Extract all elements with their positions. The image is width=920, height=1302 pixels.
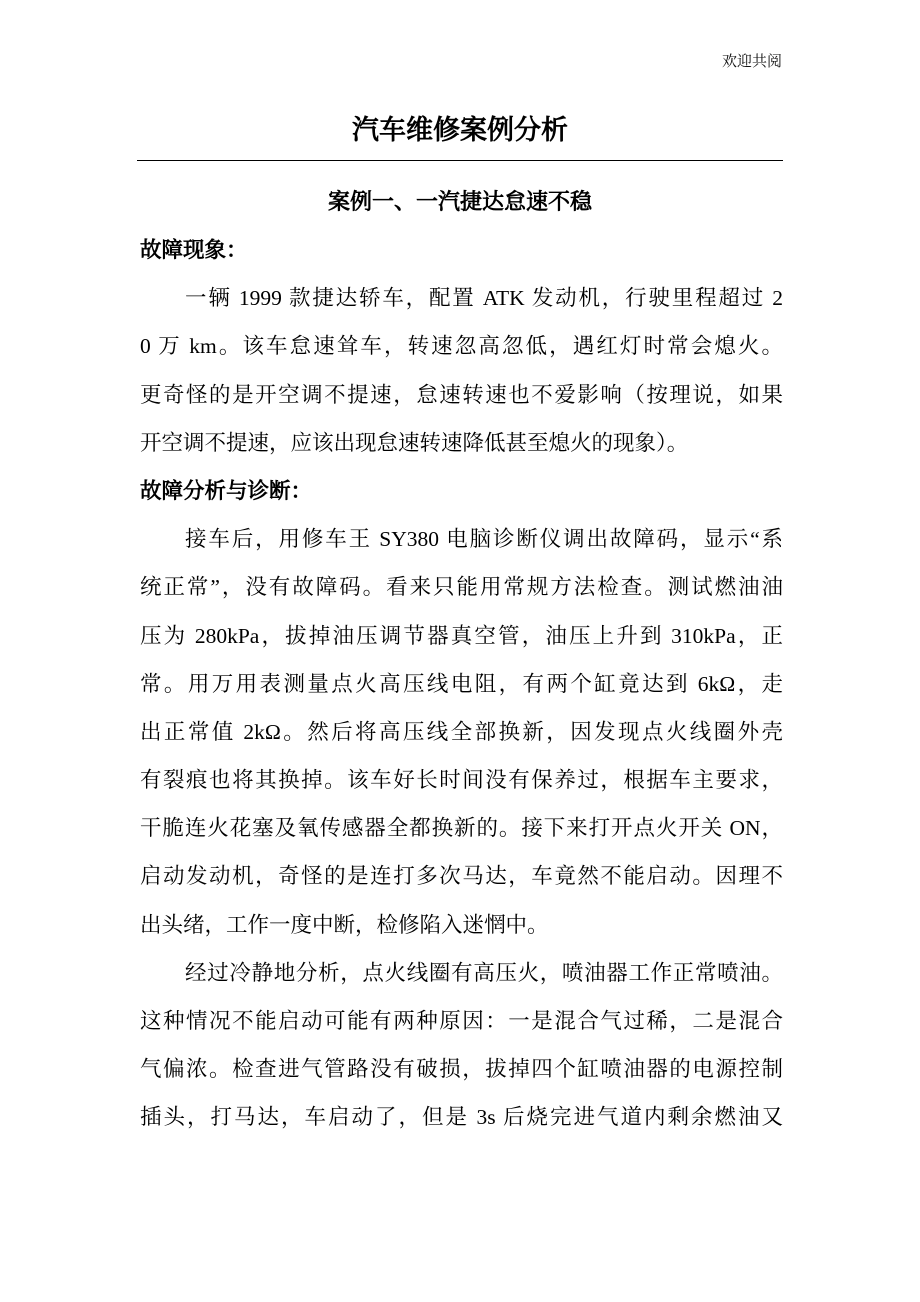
section-heading-symptoms: 故障现象： <box>140 238 248 262</box>
paragraph-line: 干脆连火花塞及氧传感器全都换新的。接下来打开点火开关 ON， <box>140 816 783 841</box>
paragraph-line: 0 万 km。该车怠速耸车，转速忽高忽低，遇红灯时常会熄火。 <box>140 334 783 359</box>
paragraph-line: 更奇怪的是开空调不提速，怠速转速也不爱影响（按理说，如果 <box>140 382 783 407</box>
paragraph-line: 启动发动机，奇怪的是连打多次马达，车竟然不能启动。因理不 <box>140 864 783 889</box>
paragraph-line: 气偏浓。检查进气管路没有破损，拔掉四个缸喷油器的电源控制 <box>140 1057 783 1082</box>
paragraph-line: 统正常”，没有故障码。看来只能用常规方法检查。测试燃油油 <box>140 575 783 600</box>
paragraph-line: 有裂痕也将其换掉。该车好长时间没有保养过，根据车主要求， <box>140 768 783 793</box>
paragraph-line: 出头绪，工作一度中断，检修陷入迷惘中。 <box>140 912 549 937</box>
section-heading-diagnosis: 故障分析与诊断： <box>140 478 313 503</box>
paragraph-line: 出正常值 2kΩ。然后将高压线全部换新，因发现点火线圈外壳 <box>140 719 783 744</box>
document-body <box>140 226 783 1142</box>
paragraph-line: 接车后，用修车王 SY380 电脑诊断仪调出故障码，显示“系 <box>185 527 783 552</box>
page-header-note: 欢迎共阅 <box>721 54 782 70</box>
title-divider <box>137 160 783 161</box>
paragraph-line: 插头，打马达，车启动了，但是 3s 后烧完进气道内剩余燃油又 <box>140 1105 783 1130</box>
paragraph-symptoms <box>140 274 783 467</box>
paragraph-line: 一辆 1999 款捷达轿车，配置 ATK 发动机，行驶里程超过 2 <box>185 286 783 311</box>
paragraph-diagnosis-2 <box>140 949 783 1142</box>
paragraph-diagnosis-1 <box>140 515 783 949</box>
document-title: 汽车维修案例分析 <box>352 115 568 145</box>
paragraph-line: 压为 280kPa，拔掉油压调节器真空管，油压上升到 310kPa，正 <box>140 623 783 648</box>
paragraph-line: 这种情况不能启动可能有两种原因：一是混合气过稀，二是混合 <box>140 1009 783 1033</box>
paragraph-line: 开空调不提速，应该出现怠速转速降低甚至熄火的现象）。 <box>140 430 689 455</box>
case-title: 案例一、一汽捷达怠速不稳 <box>327 189 592 214</box>
paragraph-line: 经过冷静地分析，点火线圈有高压火，喷油器工作正常喷油。 <box>185 960 783 985</box>
paragraph-line: 常。用万用表测量点火高压线电阻，有两个缸竟达到 6kΩ，走 <box>140 671 783 696</box>
